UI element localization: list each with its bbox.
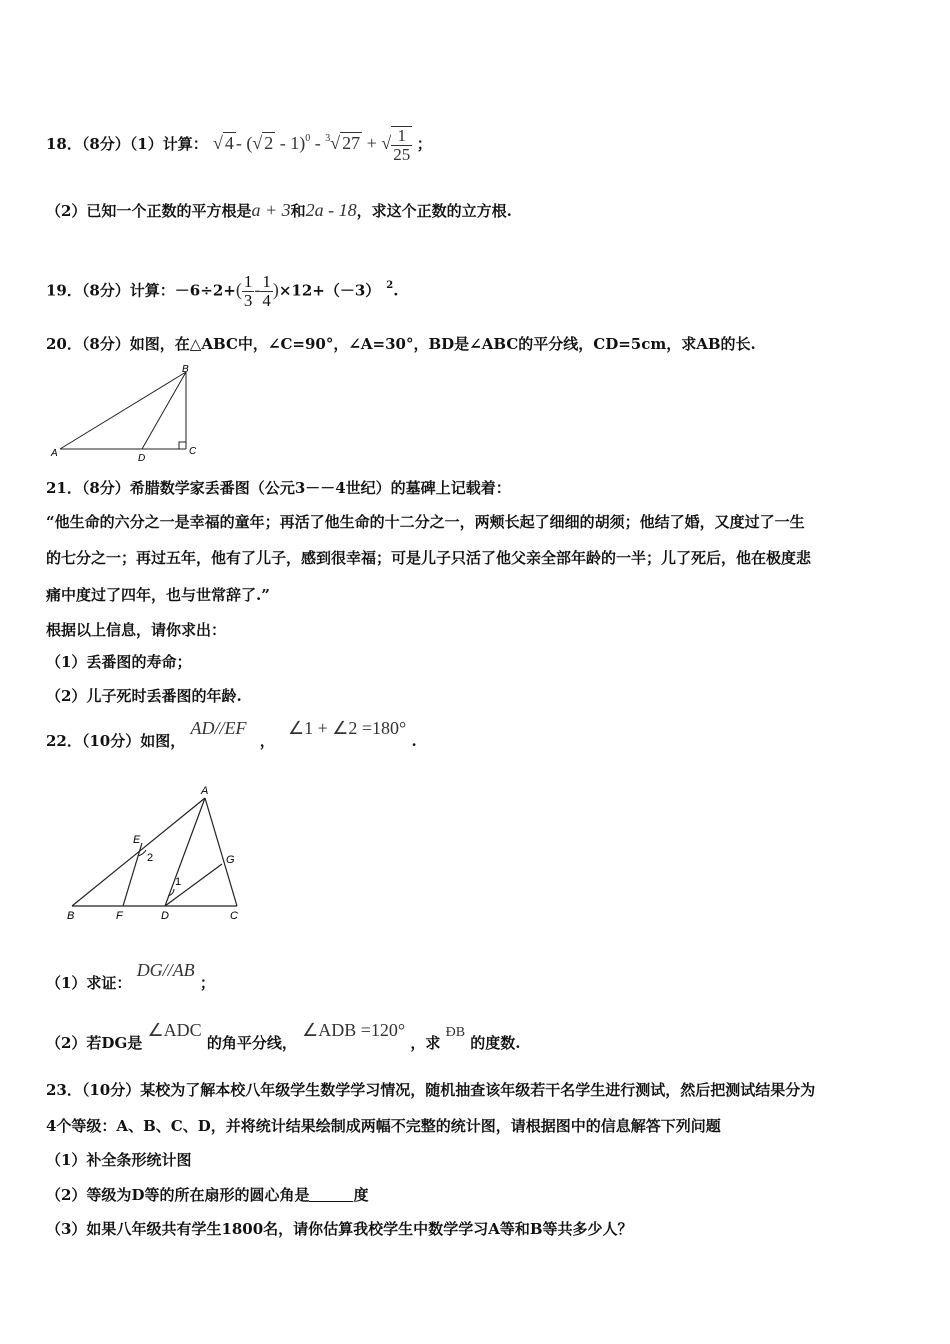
q21-line1: 21．（8分）希腊数学家丢番图（公元3－－4世纪）的墓碑上记载着： — [46, 479, 511, 497]
q23-line5: （3）如果八年级共有学生1800名，请你估算我校学生中数学学习A等和B等共多少人？ — [46, 1220, 633, 1238]
q22-label-f: F — [116, 910, 123, 922]
q20-label-d: D — [138, 453, 146, 462]
q21-line3: 的七分之一；再过五年，他有了儿子，感到很幸福；可是儿子只活了他父亲全部年龄的一半；儿了死后，他在极度悲 — [46, 549, 812, 567]
q22-label-a: A — [201, 785, 209, 797]
q20-triangle-figure — [46, 362, 206, 462]
q23-line2: 4个等级：A、B、C、D，并将统计结果绘制成两幅不完整的统计图，请根据图中的信息解答下列问题 — [46, 1117, 721, 1135]
q21-line6: （1）丢番图的寿命； — [46, 653, 192, 671]
q23-line4: （2）等级为D等的所在扇形的圆心角是 度 — [46, 1186, 369, 1204]
q22-stem: 22．（10分）如图， AD//EF ， ∠1 + ∠2 =180° . — [46, 718, 417, 750]
q20-bisector-bd — [142, 372, 186, 449]
q20-text: 20．（8分）如图，在△ABC中，∠C=90°，∠A=30°，BD是∠ABC的平分线，CD=5cm，求AB的长. — [46, 335, 756, 353]
q22-label-c: C — [230, 910, 238, 922]
q22-label-b: B — [67, 910, 75, 922]
q19: 19．（8分）计算：－6÷2+( $\frac{1}{3}$ - $\frac{1}{4}$ )×12+（－3） $^2$. — [46, 272, 399, 310]
q22-segment-dg — [165, 864, 222, 906]
q22-label-g: G — [226, 854, 235, 866]
q20-label-b: B — [182, 364, 189, 375]
q22-label-2: 2 — [147, 852, 154, 864]
q23-line3: （1）补全条形统计图 — [46, 1151, 192, 1169]
q20-side-ab — [60, 372, 186, 449]
q21-line5: 根据以上信息，请你求出： — [46, 621, 227, 639]
q18-part1: 18．（8分）（1）计算： √ 4 - (√ 2 - 1)$^0$ - $^3$√ 27 + √ $\frac{1}{25}$ ； — [46, 126, 432, 164]
q22-label-1: 1 — [175, 876, 182, 888]
q20-label-c: C — [189, 446, 197, 457]
q21-line2: “他生命的六分之一是幸福的童年；再活了他生命的十二分之一，两颊长起了细细的胡须；他结了婚，又度过了一生 — [46, 513, 805, 531]
q22-label-d: D — [161, 910, 169, 922]
q22-segment-ef — [123, 843, 142, 906]
q23-line1: 23．（10分）某校为了解本校八年级学生数学学习情况，随机抽查该年级若干名学生进行测试，然后把测试结果分为 — [46, 1081, 816, 1099]
q22-part1: （1）求证： DG//AB ； — [46, 960, 215, 992]
q22-side-ac — [205, 798, 237, 906]
answer-blank[interactable] — [309, 1187, 353, 1202]
q20-label-a: A — [51, 448, 58, 459]
q22-triangle-figure — [60, 780, 260, 930]
q21-line7: （2）儿子死时丢番图的年龄. — [46, 687, 242, 705]
q18-part2: （2）已知一个正数的平方根是a + 3和2a - 18，求这个正数的立方根. — [46, 200, 512, 220]
q21-line4: 痛中度过了四年，也与世常辞了.” — [46, 586, 270, 604]
q20-right-angle-mark — [179, 442, 186, 449]
q22-part2: （2）若DG是 ∠ADC 的角平分线， ∠ADB =120° ，求 ÐB 的度数. — [46, 1020, 521, 1052]
q22-label-e: E — [133, 834, 141, 846]
q18-expression: √ 4 - (√ 2 - 1)$^0$ - $^3$√ 27 + √ $\frac{1}{25}$ — [212, 126, 411, 164]
